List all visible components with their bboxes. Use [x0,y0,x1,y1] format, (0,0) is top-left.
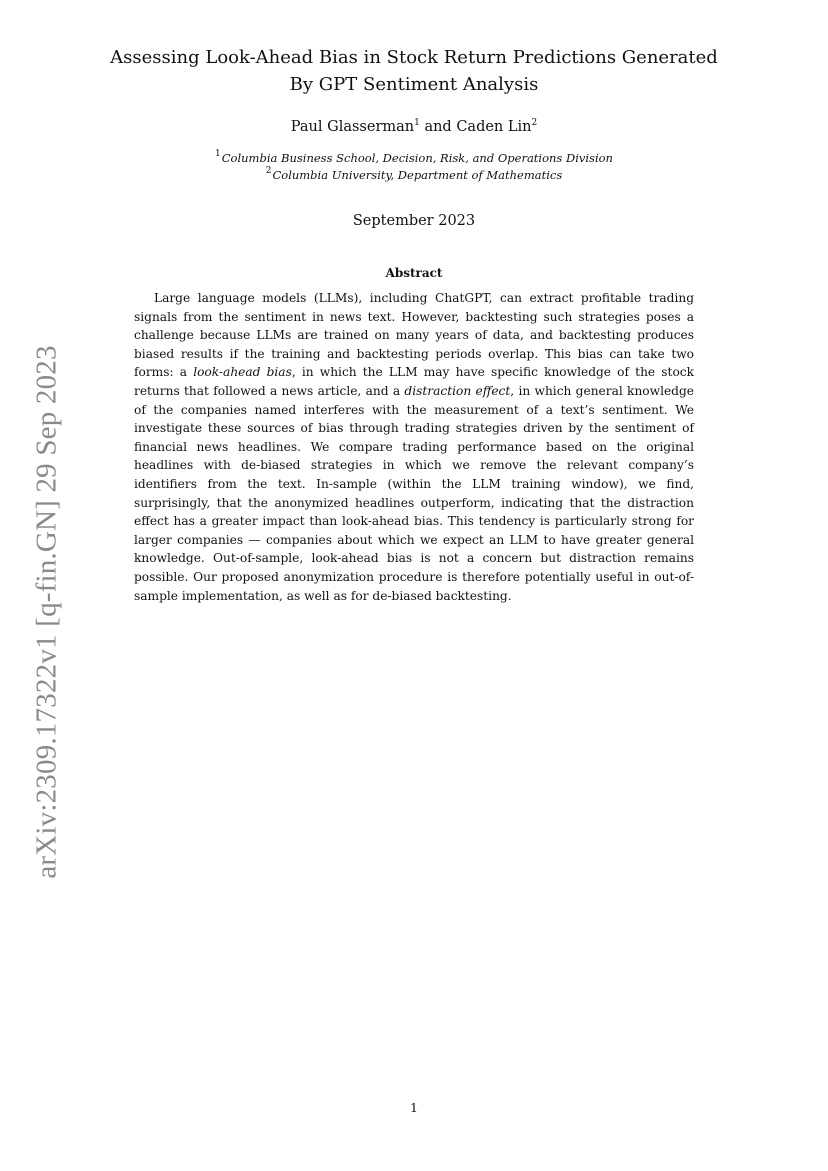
author-name: Paul Glasserman [290,119,415,135]
abstract-text: Large language models (LLMs), including ChatGPT, can extract profitable trading signals from the sentiment in news text. However, backtesting such strategies poses a challenge because LLMs are trained on many years of data, and backtesting produces biased results if the training and backtesting periods overlap. This bias can take two forms: a [134,291,694,380]
author-name: Caden Lin [456,119,532,135]
affiliation-mark: 2 [531,118,538,128]
affiliation-mark: 2 [265,166,272,176]
affiliation-line [104,150,724,167]
affiliation-text: Columbia Business School, Decision, Risk, and Operations Division [221,151,613,165]
arxiv-identifier-stamp: arXiv:2309.17322v1 [q-fin.GN] 29 Sep 2023 [30,345,63,879]
author-line [104,117,724,137]
page-number: 1 [410,1100,418,1115]
author-connector: and [424,119,452,135]
paper-title: Assessing Look-Ahead Bias in Stock Return Predictions Generated By GPT Sentiment Analysis [110,47,718,95]
abstract-emphasis: look-ahead bias [193,365,292,380]
abstract-text: , in which general knowledge of the companies named interferes with the measurement of a text’s sentiment. We investigate these sources of bias through trading strategies driven by the sentiment of financial news headlines. We compare trading performance based on the original headlines with de-biased strategies in which we remove the relevant company’s identifiers from the text. In-sample (within the LLM training window), we find, surprisingly, that the anonymized headlines outperform, indicating that the distraction effect has a greater impact than look-ahead bias. This tendency is particularly strong for larger companies — companies about which we expect an LLM to have greater general knowledge. Out-of-sample, look-ahead bias is not a concern but distraction remains possible. Our proposed anonymization procedure is therefore potentially useful in out-of-sample implementation, as well as for de-biased backtesting. [134,383,694,603]
abstract-heading: Abstract [385,266,443,280]
affiliations [104,150,724,184]
affiliation-mark: 1 [414,118,420,128]
abstract-text: , in which the LLM may have specific knowledge of the stock returns that followed a news article, and a [134,365,694,398]
abstract-body [134,289,694,605]
affiliation-mark: 1 [215,149,221,159]
abstract-emphasis: distraction effect [404,383,511,398]
publication-date: September 2023 [352,213,476,229]
affiliation-text: Columbia University, Department of Mathematics [272,168,563,182]
affiliation-line [104,167,724,184]
